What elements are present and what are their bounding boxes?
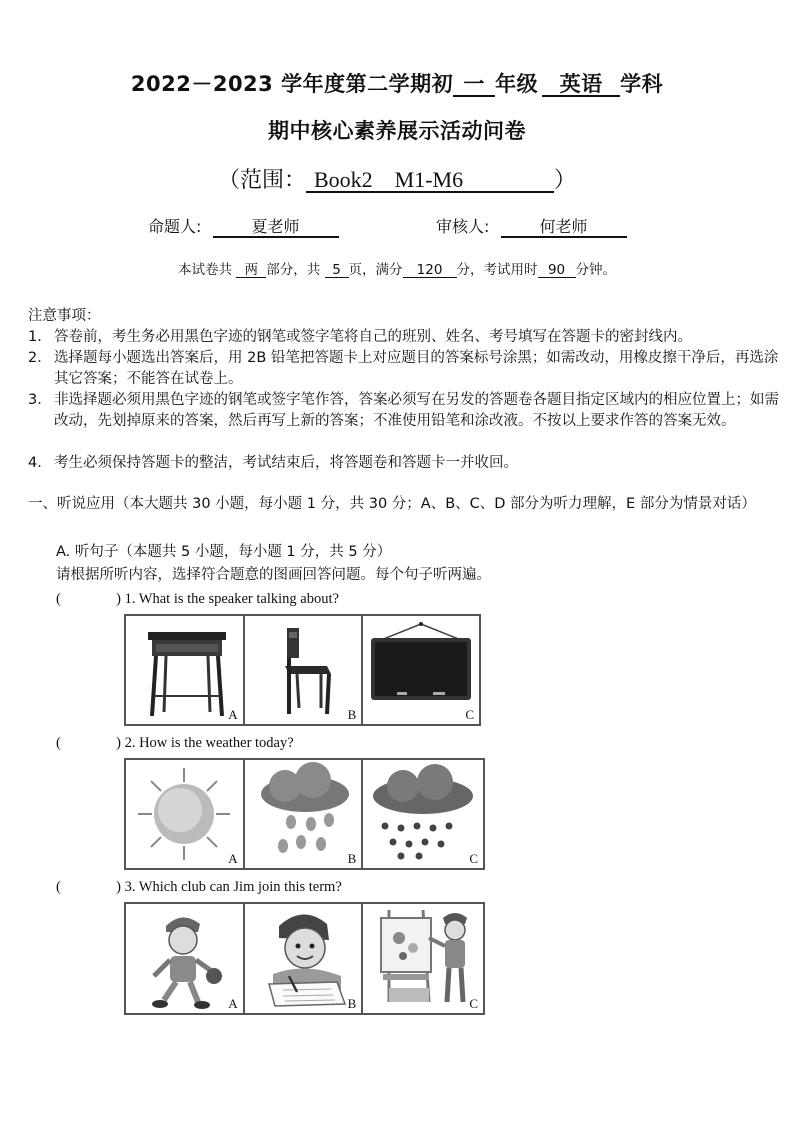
question-text: 2. How is the weather today? — [124, 735, 294, 751]
option-letter: B — [347, 707, 357, 722]
question-2-options — [124, 758, 485, 870]
option-a-basketball[interactable] — [126, 904, 245, 1013]
note-text: 非选择题必须用黑色字迹的钢笔或签字笔作答，答案必须写在另发的答题卷各题目指定区域内的相应位置上；如需改动，先划掉原来的答案，然后再写上新的答案；不准使用铅笔和涂改液。不按以上要求作答的答案无效。 — [54, 392, 779, 429]
sun-icon — [126, 760, 244, 868]
option-c-snowy[interactable] — [363, 760, 483, 868]
setter-name: 夏老师 — [213, 219, 339, 238]
exam-title — [0, 68, 794, 98]
scope-close: ） — [554, 167, 577, 192]
question-1-options — [124, 614, 481, 726]
subject-blank: 英语 — [542, 73, 620, 97]
option-b-rainy[interactable] — [245, 760, 364, 868]
notes-heading: 注意事项： — [28, 308, 101, 324]
option-c-painting[interactable] — [363, 904, 483, 1013]
option-letter: B — [347, 996, 357, 1011]
option-a-sunny[interactable] — [126, 760, 245, 868]
reviewer-line — [436, 214, 627, 238]
option-b-chair[interactable] — [245, 616, 364, 724]
question-3-options — [124, 902, 485, 1015]
option-letter: C — [469, 851, 478, 866]
info-text-4: 分，考试用时 — [456, 262, 538, 278]
answer-paren-open: ( — [56, 879, 61, 895]
rain-cloud-icon — [245, 760, 363, 868]
info-full-score: 120 — [403, 263, 457, 278]
note-number: 1． — [28, 329, 52, 345]
option-letter: C — [465, 707, 474, 722]
setter-label: 命题人: — [148, 217, 202, 236]
part-a-instruction: 请根据所听内容，选择符合题意的图画回答问题。每个句子听两遍。 — [56, 567, 491, 583]
option-letter: A — [228, 851, 238, 866]
option-b-writing[interactable] — [245, 904, 364, 1013]
note-item — [28, 327, 784, 348]
option-a-desk[interactable] — [126, 616, 245, 724]
info-text-2: 部分，共 — [266, 262, 321, 278]
info-text-3: 页，满分 — [348, 262, 403, 278]
info-pages: 5 — [325, 263, 349, 278]
answer-paren-open: ( — [56, 735, 61, 751]
grade-suffix: 年级 — [495, 72, 539, 96]
blackboard-icon — [363, 616, 480, 724]
scope-open: （范围： — [217, 167, 306, 192]
note-text: 考生必须保持答题卡的整洁，考试结束后，将答题卷和答题卡一并收回。 — [54, 455, 518, 471]
note-item — [28, 453, 784, 474]
note-number: 3． — [28, 392, 52, 408]
info-minutes: 90 — [538, 263, 576, 278]
basketball-player-icon — [126, 904, 244, 1013]
note-number: 2． — [28, 350, 52, 366]
exam-scope — [0, 163, 794, 194]
exam-info-line — [0, 258, 794, 278]
note-text: 答卷前，考生务必用黑色字迹的钢笔或签字笔将自己的班别、姓名、考号填写在答题卡的密封线内。 — [54, 329, 692, 345]
writing-boy-icon — [245, 904, 363, 1013]
note-item — [28, 348, 784, 390]
exam-subtitle: 期中核心素养展示活动问卷 — [268, 119, 526, 143]
info-parts: 两 — [236, 263, 266, 278]
answer-paren-close: ) — [116, 879, 121, 895]
option-letter: A — [228, 996, 238, 1011]
answer-paren-close: ) — [116, 591, 121, 607]
info-text-5: 分钟。 — [575, 262, 617, 278]
title-prefix: 2022－2023 学年度第二学期初 — [130, 72, 454, 96]
question-2 — [56, 735, 294, 752]
note-number: 4． — [28, 455, 52, 471]
chair-icon — [245, 616, 363, 724]
option-letter: C — [469, 996, 478, 1011]
answer-paren-close: ) — [116, 735, 121, 751]
question-1 — [56, 591, 339, 608]
snow-cloud-icon — [363, 760, 484, 868]
painting-boy-icon — [363, 904, 484, 1013]
option-c-blackboard[interactable] — [363, 616, 479, 724]
question-text: 1. What is the speaker talking about? — [124, 591, 339, 607]
grade-blank: 一 — [453, 73, 495, 97]
question-text: 3. Which club can Jim join this term? — [124, 879, 342, 895]
subject-suffix: 学科 — [620, 72, 664, 96]
question-3 — [56, 879, 342, 896]
scope-value: Book2 M1-M6 — [306, 168, 554, 193]
note-text: 选择题每小题选出答案后，用 2B 铅笔把答题卡上对应题目的答案标号涂黑；如需改动，用橡皮擦干净后，再选涂其它答案；不能答在试卷上。 — [54, 350, 779, 387]
option-letter: A — [228, 707, 238, 722]
desk-icon — [126, 616, 244, 724]
reviewer-name: 何老师 — [501, 219, 627, 238]
info-text-1: 本试卷共 — [177, 262, 232, 278]
reviewer-label: 审核人: — [436, 217, 490, 236]
part-a-heading: A. 听句子（本题共 5 小题，每小题 1 分，共 5 分） — [56, 544, 392, 560]
section-heading: 一、听说应用（本大题共 30 小题，每小题 1 分，共 30 分；A、B、C、D 部分为听力理解，E 部分为情景对话） — [28, 496, 756, 512]
note-item — [28, 390, 784, 432]
option-letter: B — [347, 851, 357, 866]
answer-paren-open: ( — [56, 591, 61, 607]
setter-line — [148, 214, 339, 238]
